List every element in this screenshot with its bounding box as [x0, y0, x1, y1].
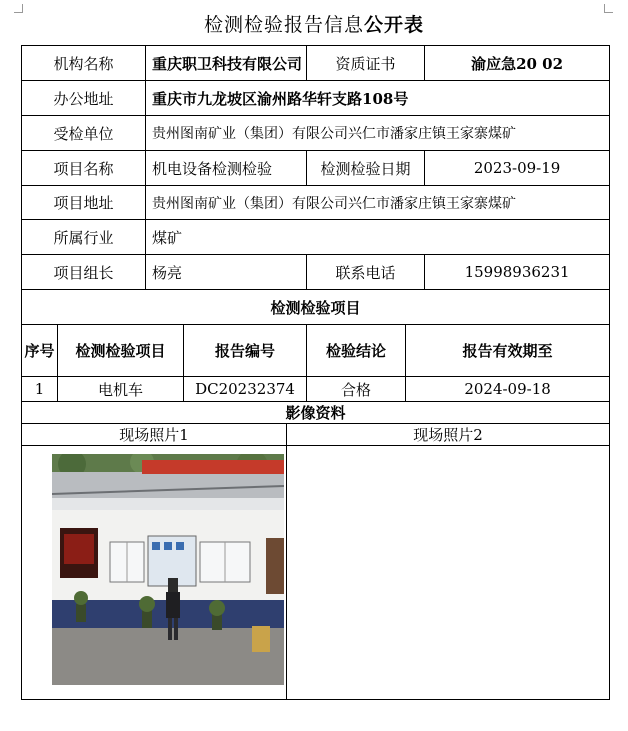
title-bold: 公开表 — [364, 14, 425, 36]
inspected-value: 贵州图南矿业（集团）有限公司兴仁市潘家庄镇王家寨煤矿 — [146, 116, 610, 151]
table-row — [22, 377, 610, 402]
col-header-item: 检测检验项目 — [58, 325, 184, 377]
address-value: 重庆市九龙坡区渝州路华轩支路108号 — [146, 81, 610, 116]
row-photos — [22, 446, 610, 700]
phone-label: 联系电话 — [307, 255, 425, 290]
row-seq: 1 — [22, 377, 58, 402]
row-valid-until: 2024-09-18 — [406, 377, 610, 402]
row-images-heading — [22, 402, 610, 424]
phone-value: 15998936231 — [425, 255, 610, 290]
col-header-seq: 序号 — [22, 325, 58, 377]
project-label: 项目名称 — [22, 151, 146, 186]
items-header-row — [22, 325, 610, 377]
photo2-cell — [287, 446, 610, 700]
leader-label: 项目组长 — [22, 255, 146, 290]
leader-value: 杨亮 — [146, 255, 307, 290]
address-label: 办公地址 — [22, 81, 146, 116]
inspected-label: 受检单位 — [22, 116, 146, 151]
items-heading: 检测检验项目 — [22, 290, 610, 325]
photo2-label: 现场照片2 — [287, 424, 610, 446]
report-table — [21, 45, 610, 700]
row-project-address — [22, 186, 610, 220]
cert-label: 资质证书 — [307, 46, 425, 81]
industry-value: 煤矿 — [146, 220, 610, 255]
title-regular: 检测检验报告信息 — [203, 14, 364, 36]
row-report-no: DC20232374 — [184, 377, 307, 402]
row-photo-labels — [22, 424, 610, 446]
site-photo-1 — [52, 454, 284, 685]
photo1-cell — [22, 446, 287, 700]
row-industry — [22, 220, 610, 255]
row-org — [22, 46, 610, 81]
page-title — [0, 10, 628, 37]
project-address-value: 贵州图南矿业（集团）有限公司兴仁市潘家庄镇王家寨煤矿 — [146, 186, 610, 220]
col-header-conclusion: 检验结论 — [307, 325, 406, 377]
industry-label: 所属行业 — [22, 220, 146, 255]
org-label: 机构名称 — [22, 46, 146, 81]
row-items-heading — [22, 290, 610, 325]
row-inspected — [22, 116, 610, 151]
row-conclusion: 合格 — [307, 377, 406, 402]
row-address — [22, 81, 610, 116]
row-project — [22, 151, 610, 186]
col-header-report-no: 报告编号 — [184, 325, 307, 377]
row-leader — [22, 255, 610, 290]
images-heading: 影像资料 — [22, 402, 610, 424]
project-address-label: 项目地址 — [22, 186, 146, 220]
cert-value: 渝应急20 02 — [425, 46, 610, 81]
date-value: 2023-09-19 — [425, 151, 610, 186]
col-header-valid-until: 报告有效期至 — [406, 325, 610, 377]
photo1-label: 现场照片1 — [22, 424, 287, 446]
row-item: 电机车 — [58, 377, 184, 402]
date-label: 检测检验日期 — [307, 151, 425, 186]
org-value: 重庆职卫科技有限公司 — [146, 46, 307, 81]
project-value: 机电设备检测检验 — [146, 151, 307, 186]
